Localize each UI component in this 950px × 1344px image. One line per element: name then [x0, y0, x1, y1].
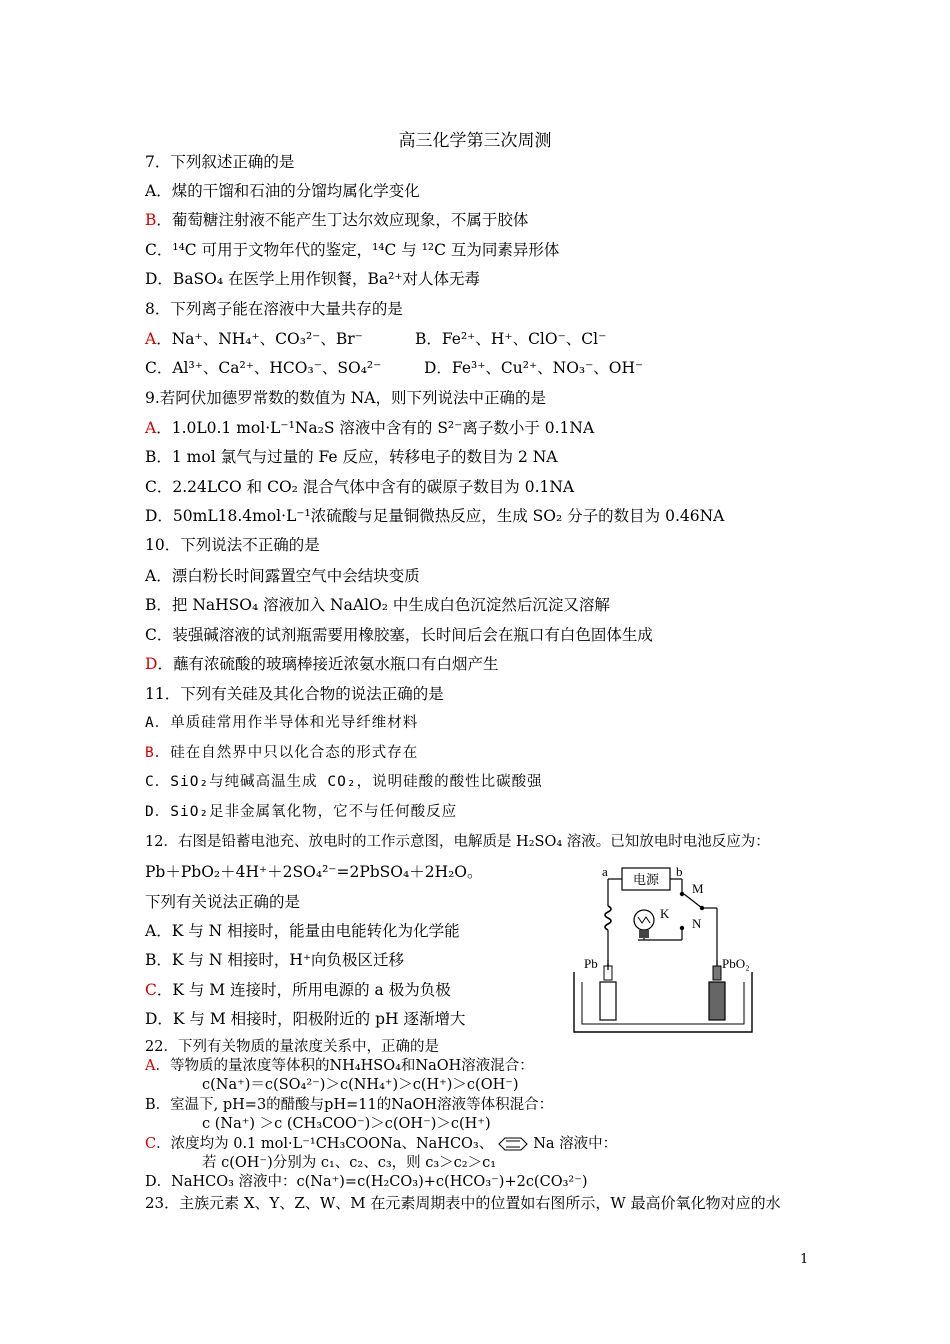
answer-mark: C — [145, 981, 157, 999]
q12-option-c: C．K 与 M 连接时，所用电源的 a 极为负极 — [145, 981, 451, 999]
q7-option-a: A．煤的干馏和石油的分馏均属化学变化 — [145, 182, 420, 200]
q8-option-c: C．Al³⁺、Ca²⁺、HCO₃⁻、SO₄²⁻ — [145, 359, 382, 377]
q9-option-b: B．1 mol 氯气与过量的 Fe 反应，转移电子的数目为 2 NA — [145, 448, 558, 466]
q9-option-a: A．1.0L0.1 mol·L⁻¹Na₂S 溶液中含有的 S²⁻离子数小于 0.1NA — [145, 419, 595, 437]
q7-option-c: C．¹⁴C 可用于文物年代的鉴定，¹⁴C 与 ¹²C 互为同素异形体 — [145, 241, 560, 259]
pb-electrode — [600, 982, 616, 1020]
q8-option-b: B．Fe²⁺、H⁺、ClO⁻、Cl⁻ — [415, 330, 607, 348]
q9-option-d: D．50mL18.4mol·L⁻¹浓硫酸与足量铜微热反应，生成 SO₂ 分子的数目为 0.46NA — [145, 507, 725, 525]
q22-option-a: A．等物质的量浓度等体积的NH₄HSO₄和NaOH溶液混合： — [145, 1058, 534, 1074]
power-source-label: 电源 — [632, 872, 660, 887]
terminal-m-node — [680, 892, 684, 896]
q10-option-c: C．装强碱溶液的试剂瓶需要用橡胶塞，长时间后会在瓶口有白色固体生成 — [145, 626, 653, 644]
q22-option-c: C．浓度均为 0.1 mol·L⁻¹CH₃COONa、NaHCO₃、 Na 溶液中： — [145, 1136, 618, 1152]
resistor-coil — [605, 906, 611, 930]
q10-option-b: B．把 NaHSO₄ 溶液加入 NaAlO₂ 中生成白色沉淀然后沉淀又溶解 — [145, 596, 610, 614]
q23-stem: 23．主族元素 X、Y、Z、W、M 在元素周期表中的位置如右图所示，W 最高价氧化物对应的水 — [145, 1194, 781, 1212]
answer-mark: A — [145, 330, 157, 348]
q10-option-d: D．蘸有浓硫酸的玻璃棒接近浓氨水瓶口有白烟产生 — [145, 655, 499, 673]
q7-option-b: B．葡萄糖注射液不能产生丁达尔效应现象，不属于胶体 — [145, 211, 529, 229]
page-title: 高三化学第三次周测 — [398, 131, 552, 151]
q12-sub: 下列有关说法正确的是 — [145, 893, 301, 911]
terminal-a-label: a — [602, 864, 608, 879]
answer-mark: A — [145, 1058, 156, 1074]
answer-mark: D — [145, 655, 158, 673]
switch-m-label: M — [692, 881, 704, 896]
q10-option-a: A．漂白粉长时间露置空气中会结块变质 — [145, 567, 420, 585]
answer-mark: C — [145, 1136, 157, 1152]
q11-option-b: B．硅在自然界中只以化合态的形式存在 — [145, 745, 419, 761]
q11-option-c: C．SiO₂与纯碱高温生成 CO₂，说明硅酸的酸性比碳酸强 — [145, 774, 543, 790]
q7-stem: 7．下列叙述正确的是 — [145, 153, 295, 171]
q8-option-d: D．Fe³⁺、Cu²⁺、NO₃⁻、OH⁻ — [424, 359, 644, 377]
q12-option-b: B．K 与 N 相接时，H⁺向负极区迁移 — [145, 951, 405, 969]
benzene-ring-icon — [493, 1136, 533, 1152]
q7-option-d: D．BaSO₄ 在医学上用作钡餐，Ba²⁺对人体无毒 — [145, 270, 481, 288]
answer-mark: B — [145, 745, 155, 761]
pbo2-electrode-label: PbO₂ — [722, 956, 750, 971]
q11-stem: 11．下列有关硅及其化合物的说法正确的是 — [145, 685, 444, 703]
q12-option-d: D．K 与 M 相接时，阳极附近的 pH 逐渐增大 — [145, 1010, 466, 1028]
switch-k-label: K — [660, 906, 670, 921]
lead-acid-battery-diagram — [572, 860, 772, 1040]
answer-mark: A — [145, 419, 157, 437]
q22-option-a-equation: c(Na⁺)＝c(SO₄²⁻)＞c(NH₄⁺)＞c(H⁺)＞c(OH⁻) — [202, 1077, 519, 1093]
q12-stem: 12．右图是铅蓄电池充、放电时的工作示意图，电解质是 H₂SO₄ 溶液。已知放电时电池反应为： — [145, 834, 770, 850]
switch-k-blade — [684, 894, 702, 908]
q12-option-a: A．K 与 N 相接时，能量由电能转化为化学能 — [145, 922, 460, 940]
pbo2-electrode — [709, 982, 725, 1020]
q12-equation: Pb＋PbO₂＋4H⁺＋2SO₄²⁻=2PbSO₄＋2H₂O。 — [145, 863, 483, 881]
q8-option-a: A．Na⁺、NH₄⁺、CO₃²⁻、Br⁻ — [145, 330, 363, 348]
q11-option-d: D．SiO₂足非金属氧化物，它不与任何酸反应 — [145, 804, 458, 820]
terminal-b-label: b — [676, 864, 683, 879]
q22-option-d: D．NaHCO₃ 溶液中：c(Na⁺)=c(H₂CO₃)+c(HCO₃⁻)+2c(CO₃²⁻) — [145, 1174, 588, 1190]
q22-option-b-equation: c (Na⁺) ＞c (CH₃COO⁻)＞c(OH⁻)＞c(H⁺) — [202, 1116, 491, 1132]
q11-option-a: A．单质硅常用作半导体和光导纤维材料 — [145, 715, 419, 731]
answer-mark: B — [145, 211, 157, 229]
page-number: 1 — [800, 1252, 809, 1267]
pb-electrode-label: Pb — [584, 956, 598, 971]
q22-stem: 22．下列有关物质的量浓度关系中，正确的是 — [145, 1039, 439, 1055]
q9-stem: 9.若阿伏加德罗常数的数值为 NA，则下列说法中正确的是 — [145, 389, 546, 407]
q9-option-c: C．2.24LCO 和 CO₂ 混合气体中含有的碳原子数目为 0.1NA — [145, 478, 575, 496]
q10-stem: 10．下列说法不正确的是 — [145, 536, 320, 554]
switch-n-label: N — [692, 916, 702, 931]
q22-option-b: B．室温下, pH=3的醋酸与pH=11的NaOH溶液等体积混合： — [145, 1097, 554, 1113]
q8-stem: 8．下列离子能在溶液中大量共存的是 — [145, 300, 403, 318]
q22-option-c-equation: 若 c(OH⁻)分别为 c₁、c₂、c₃，则 c₃＞c₂＞c₁ — [202, 1155, 497, 1171]
